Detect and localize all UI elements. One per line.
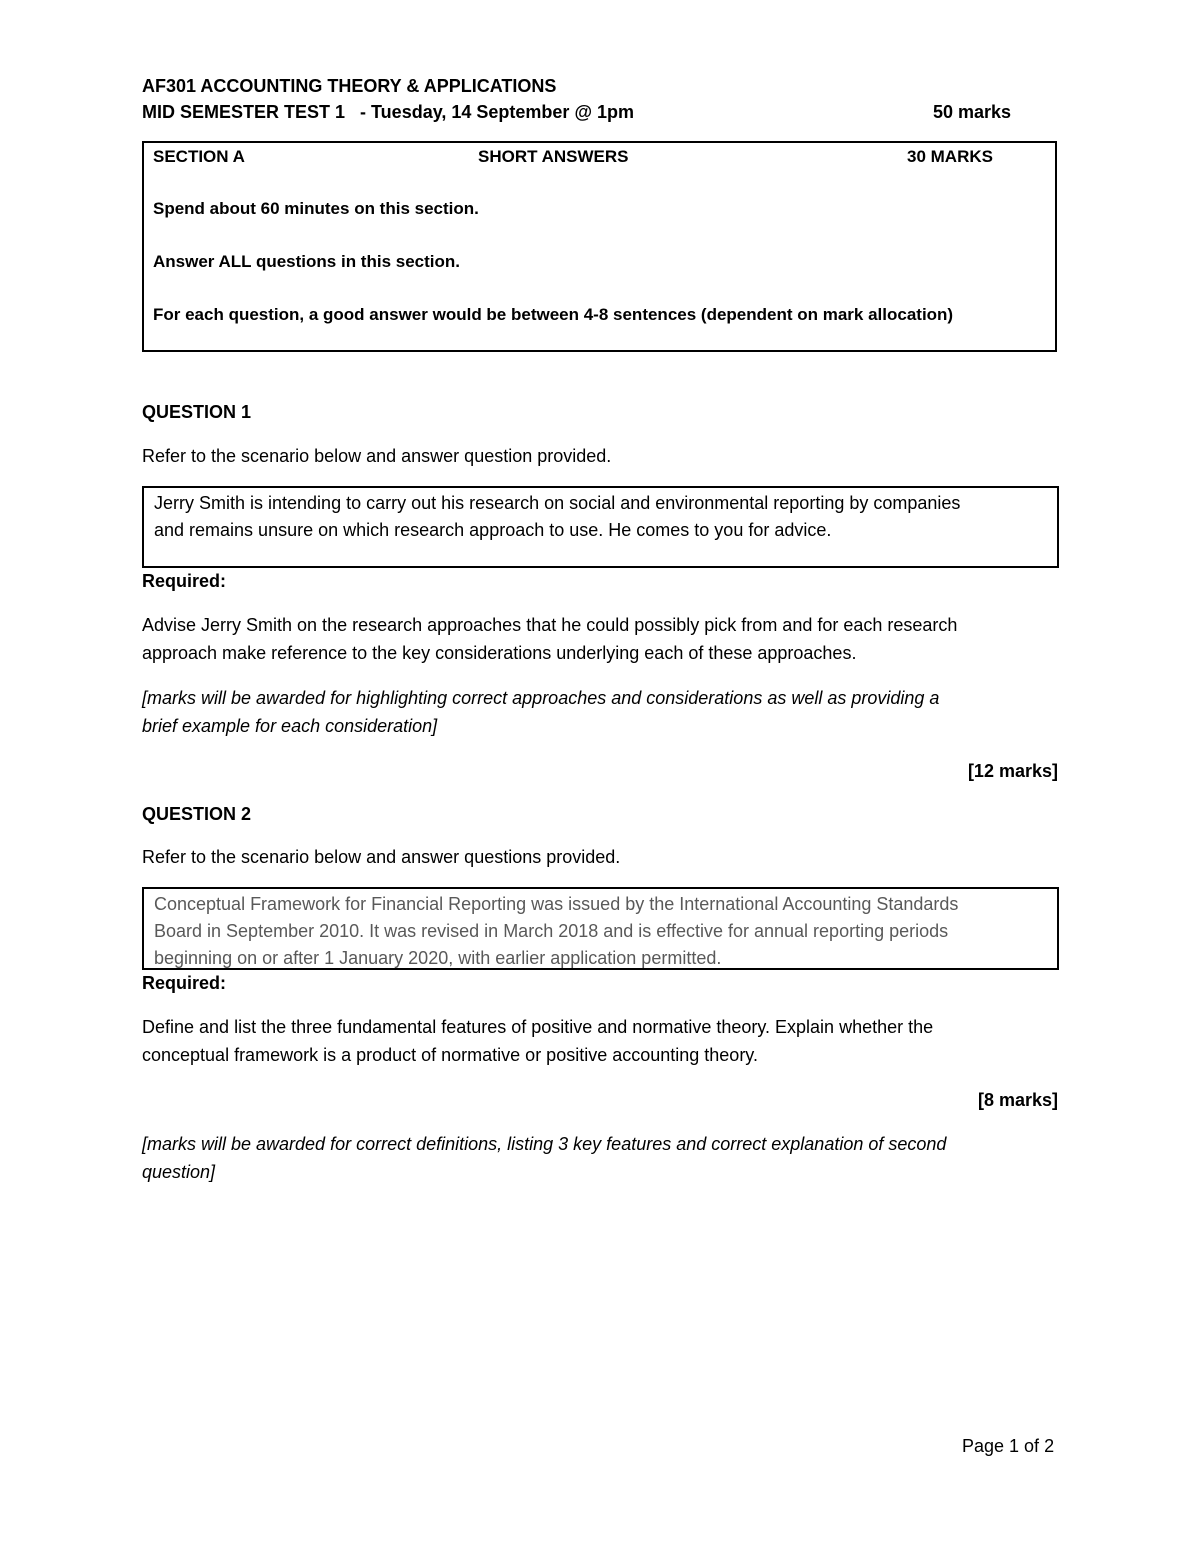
- question-2-heading: QUESTION 2: [142, 804, 252, 824]
- instruction-answer: Answer ALL questions in this section.: [153, 252, 460, 271]
- instruction-time: Spend about 60 minutes on this section.: [153, 199, 479, 218]
- section-a-box: [142, 141, 1057, 352]
- question-2-intro: Refer to the scenario below and answer questions provided.: [142, 847, 621, 867]
- scenario-line: Jerry Smith is intending to carry out his research on social and environmental reporting by companies: [154, 493, 961, 513]
- course-title: AF301 ACCOUNTING THEORY & APPLICATIONS: [142, 76, 557, 96]
- question-1-task-line: approach make reference to the key considerations underlying each of these approaches.: [142, 643, 857, 663]
- question-1-required-label: Required:: [142, 571, 227, 591]
- question-2-required-label: Required:: [142, 973, 227, 993]
- question-2-scenario-box: [142, 887, 1059, 970]
- scenario-line: Conceptual Framework for Financial Reporting was issued by the International Accounting Standards: [154, 894, 959, 914]
- question-1-note-line: brief example for each consideration]: [142, 716, 438, 736]
- section-name: SECTION A: [153, 147, 245, 166]
- page-number: Page 1 of 2: [962, 1436, 1055, 1456]
- question-1-intro: Refer to the scenario below and answer question provided.: [142, 446, 612, 466]
- question-1-heading: QUESTION 1: [142, 402, 252, 422]
- test-info: MID SEMESTER TEST 1 - Tuesday, 14 September @ 1pm: [142, 102, 635, 122]
- instruction-length: For each question, a good answer would be between 4-8 sentences (dependent on mark allocation): [153, 305, 954, 324]
- question-2-task-line: Define and list the three fundamental features of positive and normative theory. Explain whether the: [142, 1017, 934, 1037]
- question-1-task-line: Advise Jerry Smith on the research approaches that he could possibly pick from and for each research: [142, 615, 958, 635]
- scenario-line: and remains unsure on which research approach to use. He comes to you for advice.: [154, 520, 832, 540]
- question-1-marks: [12 marks]: [967, 761, 1058, 781]
- question-1-note-line: [marks will be awarded for highlighting correct approaches and considerations as well as providing a: [142, 688, 940, 708]
- section-marks: 30 MARKS: [907, 147, 993, 166]
- question-2-note-line: question]: [142, 1162, 216, 1182]
- question-2-marks: [8 marks]: [977, 1090, 1058, 1110]
- question-1-scenario-box: [142, 486, 1059, 568]
- scenario-line: beginning on or after 1 January 2020, with earlier application permitted.: [154, 948, 722, 968]
- total-marks: 50 marks: [933, 102, 1012, 122]
- question-2-note-line: [marks will be awarded for correct definitions, listing 3 key features and correct explanation of second: [142, 1134, 947, 1154]
- section-type: SHORT ANSWERS: [478, 147, 629, 166]
- question-2-task-line: conceptual framework is a product of normative or positive accounting theory.: [142, 1045, 758, 1065]
- scenario-line: Board in September 2010. It was revised in March 2018 and is effective for annual reporting periods: [154, 921, 949, 941]
